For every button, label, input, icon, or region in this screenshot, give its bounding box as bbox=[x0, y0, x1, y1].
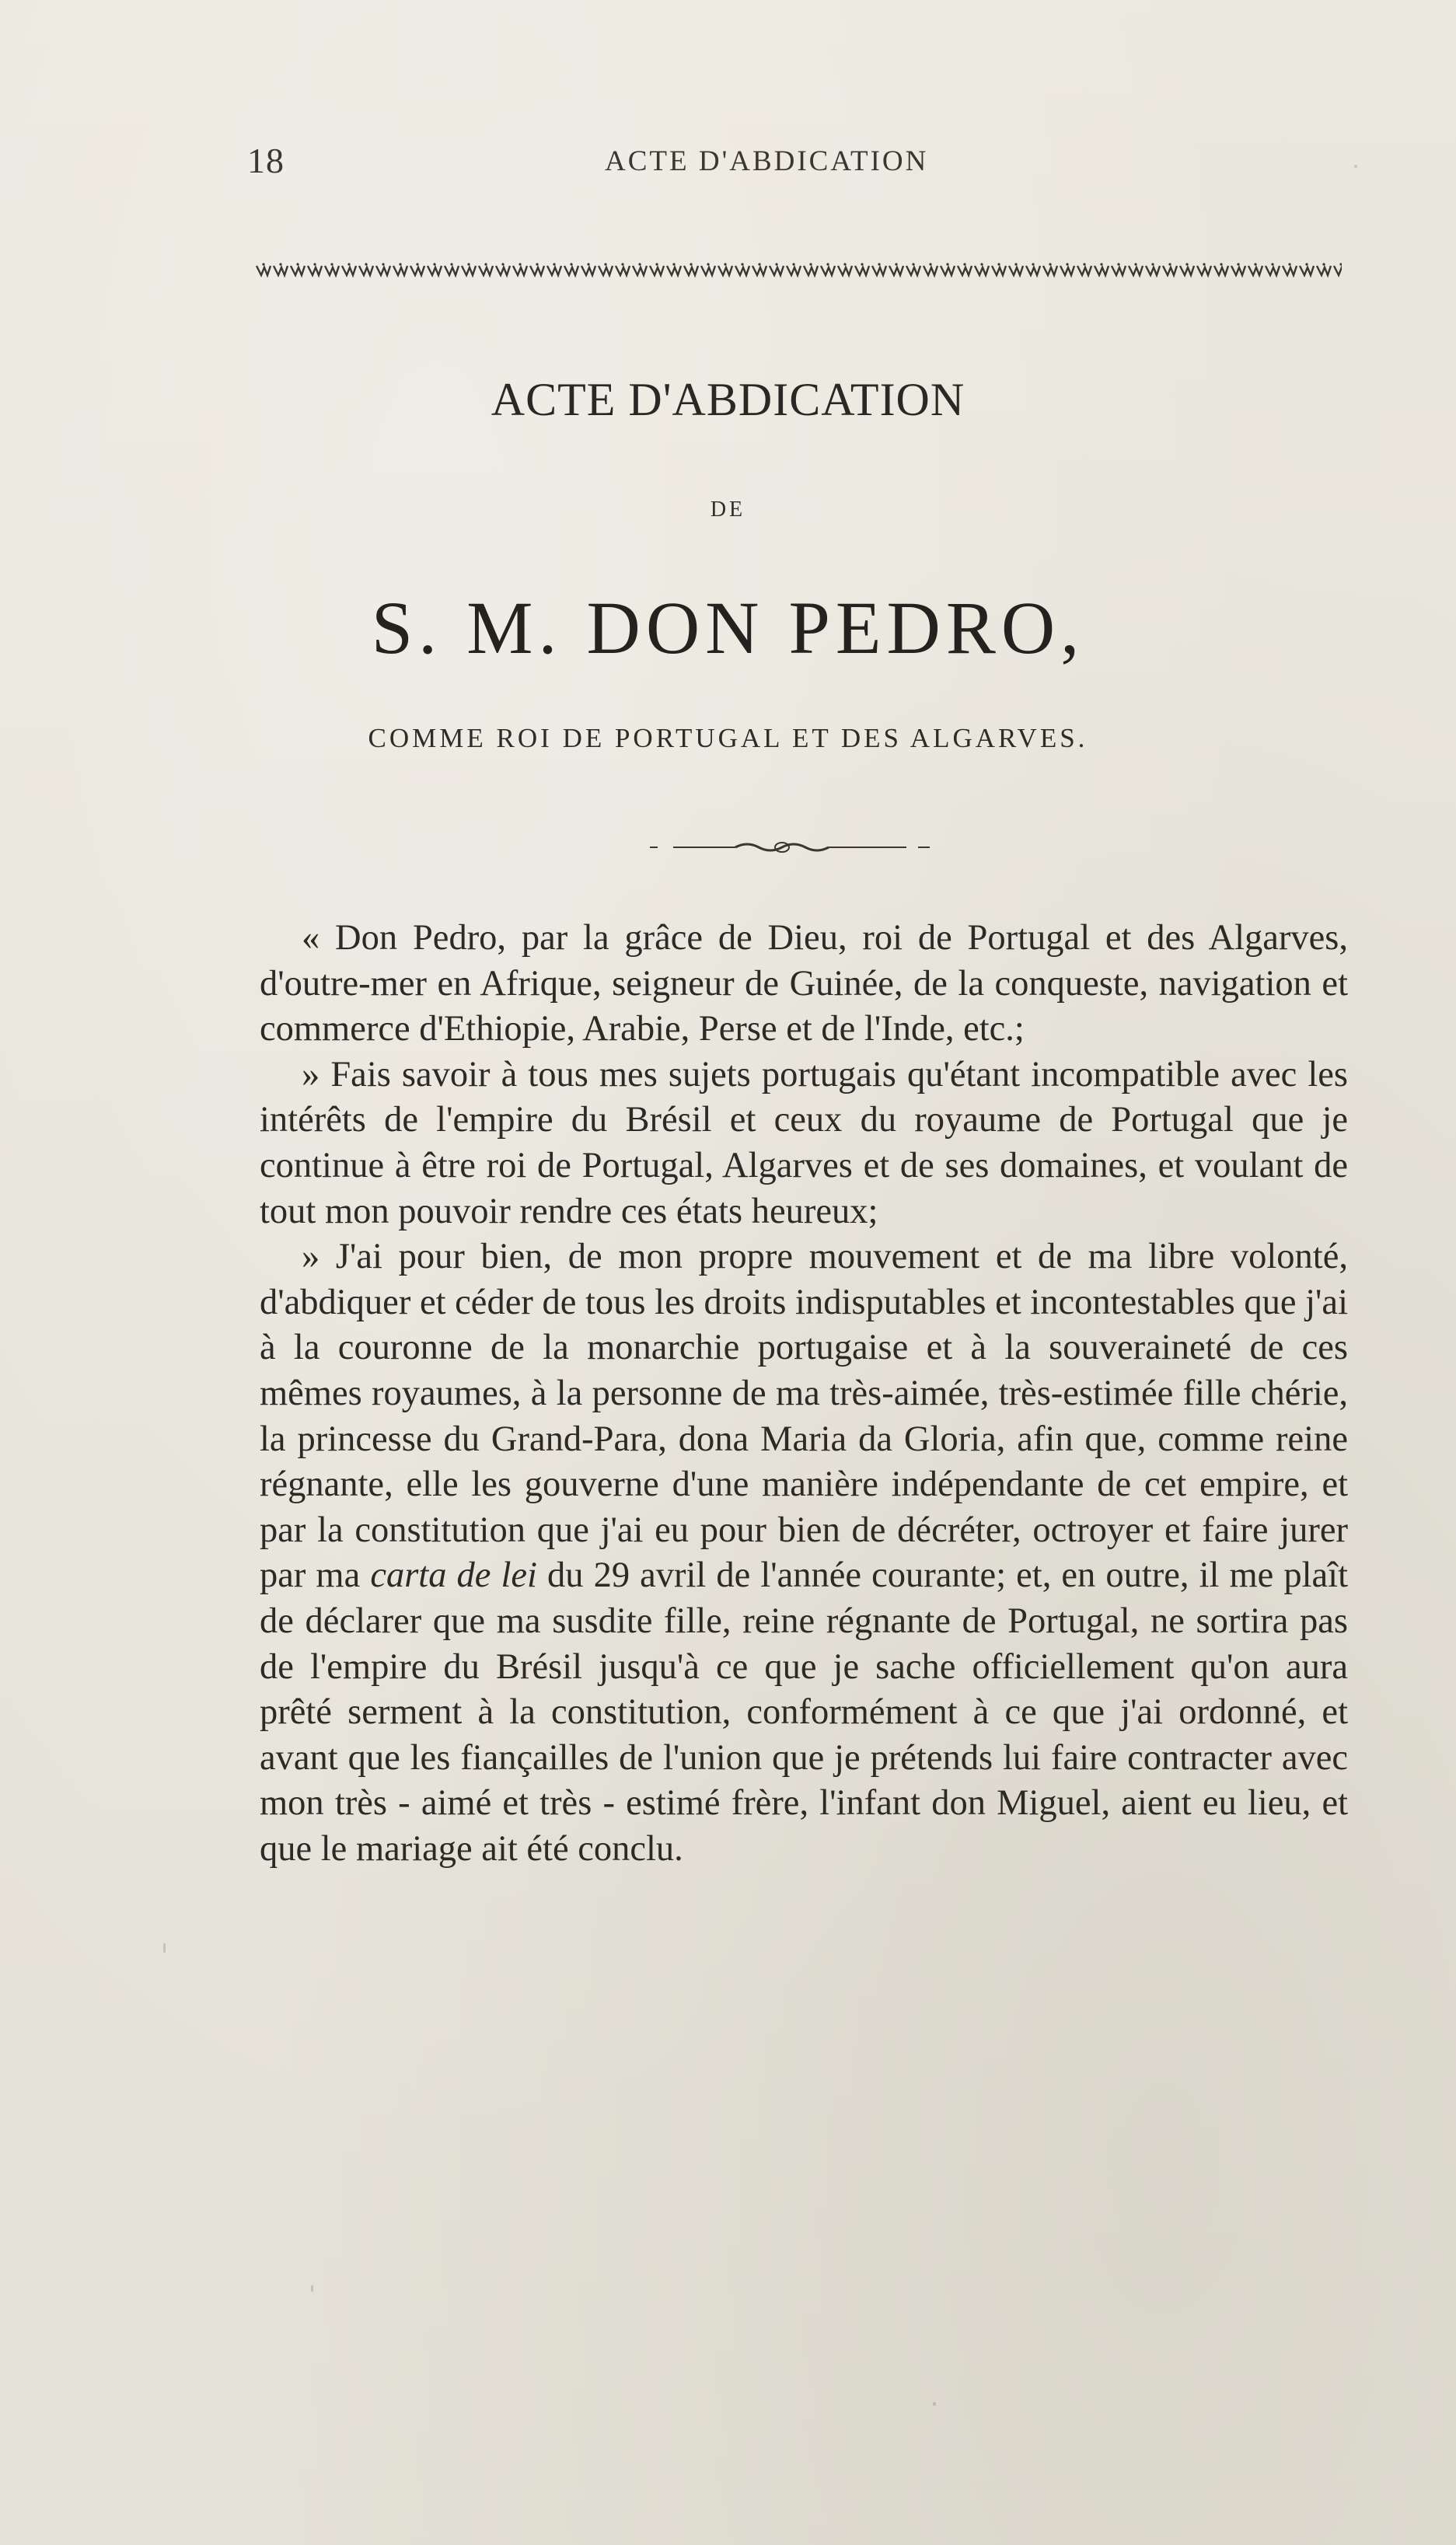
paper-speck bbox=[163, 1943, 166, 1953]
page-number: 18 bbox=[247, 141, 285, 180]
paragraph bbox=[260, 916, 1348, 1053]
paper-speck bbox=[311, 2285, 313, 2292]
abdication-text bbox=[260, 916, 1348, 1872]
title-connector: DE bbox=[710, 497, 746, 522]
italic-term: carta de lei bbox=[370, 1555, 537, 1596]
paragraph-text: » J'ai pour bien, de mon propre mouvement et de ma libre volonté, d'abdiquer et céder de tous les droits indisputables et incontestables que j'ai à la couronne de la monarchie portugaise et à la souveraineté de ces mêmes royaumes, à la personne de ma très-aimée, très-estimée fille chérie, la princesse du Grand-Para, dona Maria da Gloria, afin que, comme reine régnante, elle les gouverne d'une manière indépendante de cet empire, et par la constitution que j'ai eu pour bien de décréter, octroyer et faire jurer par ma bbox=[260, 1237, 1348, 1596]
divider-ornament bbox=[650, 838, 930, 857]
header-ornament-band bbox=[255, 261, 1342, 280]
running-head bbox=[0, 140, 1456, 187]
paragraph-text: « Don Pedro, par la grâce de Dieu, roi de Portugal et des Algarves, d'outre-mer en Afrique, seigneur de Guinée, de la conqueste, navigation et commerce d'Ethiopie, Arabie, Perse et de l'Inde, etc.; bbox=[260, 918, 1348, 1049]
paragraph-text: » Fais savoir à tous mes sujets portugais qu'étant incompatible avec les intérêts de l'empire du Brésil et ceux du royaume de Portugal que je continue à être roi de Portugal, Algarves et de ses domaines, et voulant de tout mon pouvoir rendre ces états heureux; bbox=[260, 1054, 1348, 1231]
running-title: ACTE D'ABDICATION bbox=[605, 145, 929, 177]
paragraph bbox=[260, 1234, 1348, 1872]
paper-speck bbox=[1354, 165, 1357, 168]
royal-name-heading: S. M. DON PEDRO, bbox=[371, 586, 1085, 669]
paper-speck bbox=[933, 2402, 936, 2406]
document-subtitle: COMME ROI DE PORTUGAL ET DES ALGARVES. bbox=[368, 723, 1088, 753]
paragraph-text: du 29 avril de l'année courante; et, en outre, il me plaît de déclarer que ma susdite fille, reine régnante de Portugal, ne sortira pas de l'empire du Brésil jusqu'à ce que je sache officiellement qu'on aura prêté serment à la constitution, conformément à ce que j'ai ordonné, et avant que les fiançailles de l'union que je prétends lui faire contracter avec mon très - aimé et très - estimé frère, l'infant don Miguel, aient eu lieu, et que le mariage ait été conclu. bbox=[260, 1555, 1348, 1869]
paragraph bbox=[260, 1053, 1348, 1234]
document-title: ACTE D'ABDICATION bbox=[491, 374, 965, 425]
